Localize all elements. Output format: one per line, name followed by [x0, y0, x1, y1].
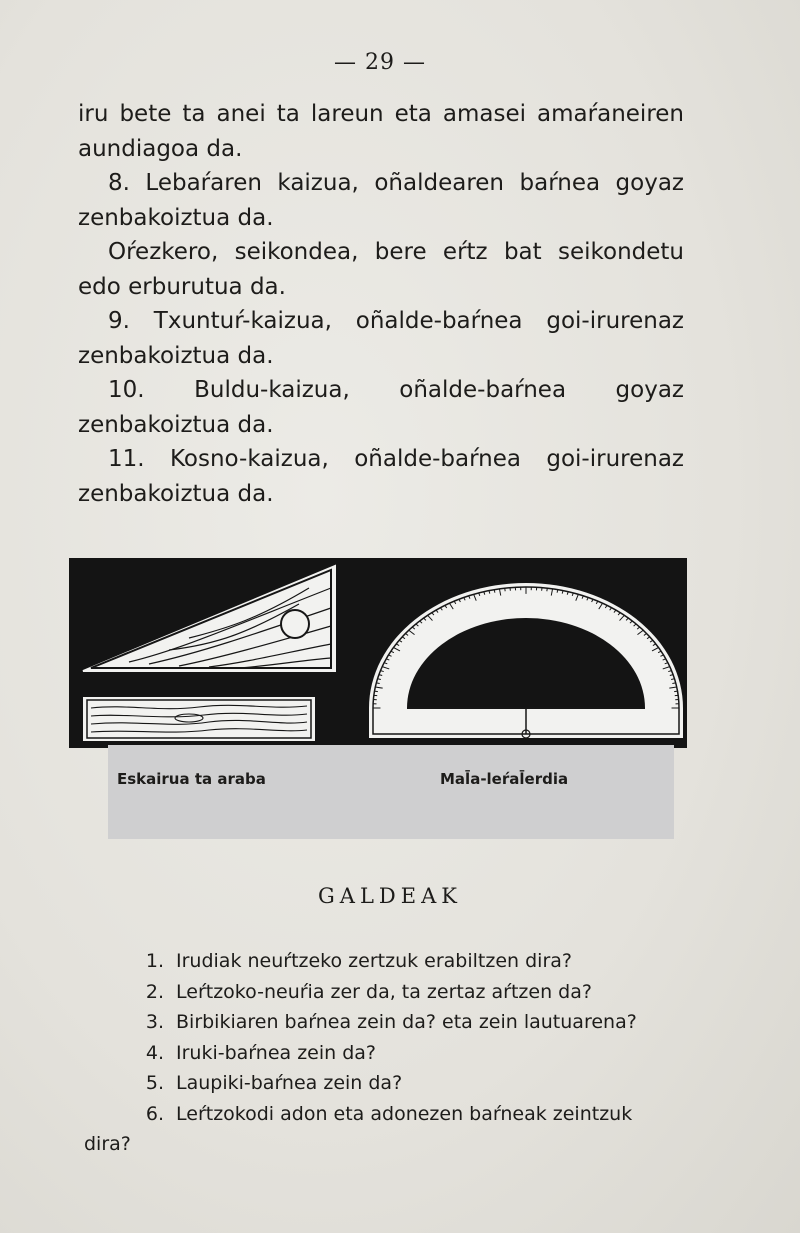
paragraph: 11. Kosno-kaizua, oñalde-baŕnea goi-irurenaz zenbakoiztua da. [78, 446, 684, 507]
question-number: 1. [145, 950, 164, 972]
question-text: Irudiak neuŕtzeko zertzuk erabiltzen dira? [176, 950, 572, 972]
question-number: 6. [145, 1102, 164, 1125]
body-text [78, 97, 684, 511]
figure-caption-right: Mal̄a-leŕal̄erdia [440, 770, 569, 788]
question-text: Birbikiaren baŕnea zein da? eta zein lautuarena? [176, 1011, 637, 1033]
list-item [84, 946, 698, 977]
page-number: — 29 — [334, 50, 426, 75]
paragraph: Oŕezkero, seikondea, bere eŕtz bat seikondetu edo erburutua da. [78, 239, 684, 300]
paragraph: 9. Txuntuŕ-kaizua, oñalde-baŕnea goi-irurenaz zenbakoiztua da. [78, 308, 684, 369]
figure-illustration [69, 558, 687, 748]
question-continuation: dira? [84, 1133, 131, 1155]
question-text: Iruki-baŕnea zein da? [176, 1041, 377, 1064]
questions-list [84, 946, 698, 1160]
list-item [84, 1068, 698, 1099]
list-item [84, 977, 698, 1008]
question-number: 5. [145, 1072, 164, 1094]
paragraph: 8. Lebaŕaren kaizua, oñaldearen baŕnea goyaz zenbakoiztua da. [78, 170, 684, 231]
paragraph: iru bete ta anei ta lareun eta amasei amaŕaneiren aundiagoa da. [78, 101, 684, 162]
caption-band [108, 745, 674, 839]
figure-caption-left: Eskairua ta araba [117, 770, 266, 788]
question-number: 2. [145, 980, 164, 1003]
list-item [84, 1099, 698, 1130]
list-item [84, 1007, 698, 1038]
question-text: Laupiki-baŕnea zein da? [176, 1072, 403, 1094]
protractor-illustration [369, 583, 683, 738]
set-square-illustration [83, 566, 335, 671]
section-heading: GALDEAK [318, 884, 462, 908]
ruler-illustration [83, 697, 315, 741]
question-number: 3. [145, 1011, 164, 1033]
list-item [84, 1038, 698, 1069]
question-text: Leŕtzokodi adon eta adonezen baŕneak zeintzuk [176, 1102, 633, 1125]
question-number: 4. [145, 1041, 164, 1064]
figure-plate [69, 558, 687, 748]
question-text: Leŕtzoko-neuŕia zer da, ta zertaz aŕtzen da? [176, 980, 592, 1003]
paragraph: 10. Buldu-kaizua, oñalde-baŕnea goyaz zenbakoiztua da. [78, 377, 684, 438]
